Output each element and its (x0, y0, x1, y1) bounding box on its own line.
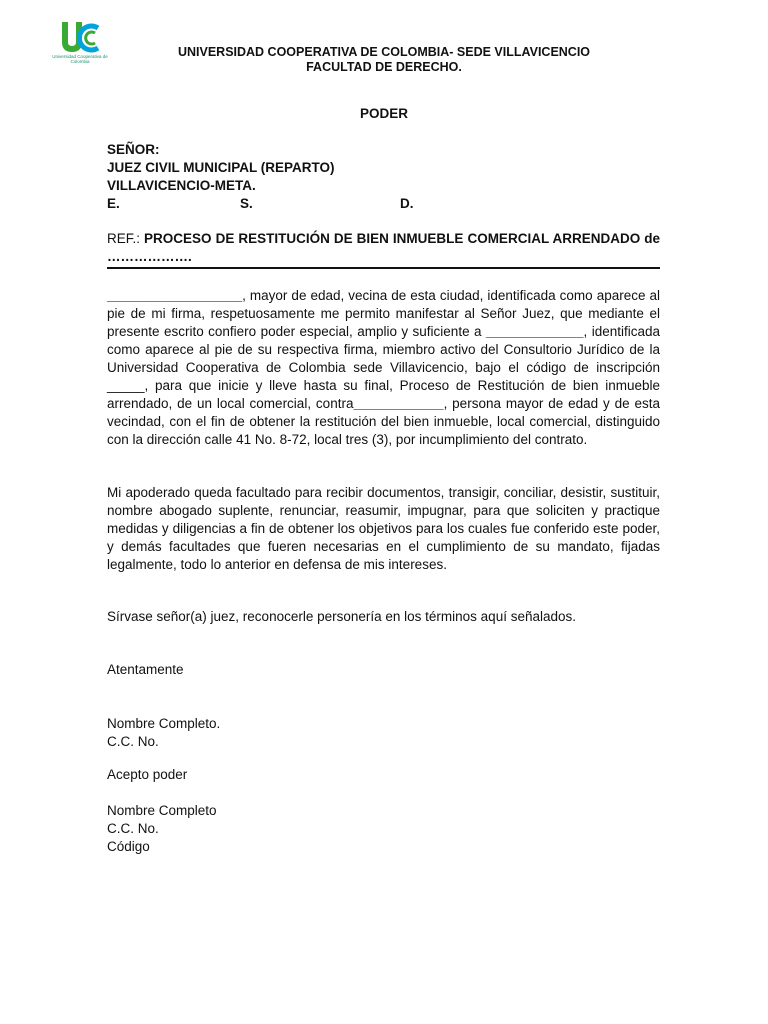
paragraph1-part3: , persona mayor de edad y de esta vecindad, con el fin de obtener la restitución del bien inmueble, local comercial, distinguido con la dirección calle 41 No. 8-72, local tres (3), por incumplimiento del contrato. (107, 396, 660, 447)
faculties-paragraph: Mi apoderado queda facultado para recibir documentos, transigir, conciliar, desistir, sustituir, nombre abogado suplente, renunciar, reasumir, impugnar, para que soliciten y practique medidas y diligencias a fin de obtener los objetivos para los cuales fue conferido este poder, y demás facultades que fueren necesarias en el cumplimiento de su mandato, fijadas legalmente, todo lo anterior en defensa de mis intereses. (107, 485, 660, 572)
addressee-judge: JUEZ CIVIL MUNICIPAL (REPARTO) (107, 160, 335, 175)
signature2-name: Nombre Completo (107, 803, 217, 818)
addressee-city: VILLAVICENCIO-META. (107, 178, 256, 193)
eds-s: S. (240, 196, 253, 211)
e-s-d-line (107, 195, 667, 213)
request-paragraph: Sírvase señor(a) juez, reconocerle personería en los términos aquí señalados. (107, 609, 576, 624)
addressee-salutation: SEÑOR: (107, 142, 160, 157)
defendant-blank: ____________ (353, 396, 444, 411)
signature2-code: Código (107, 839, 150, 854)
grantor-blank: __________________ (107, 288, 243, 303)
addressee-block (107, 141, 667, 213)
signature1-name: Nombre Completo. (107, 716, 221, 731)
reference-label: REF.: (107, 231, 141, 246)
institution-header (150, 45, 618, 75)
reference-text: PROCESO DE RESTITUCIÓN DE BIEN INMUEBLE COMERCIAL ARRENDADO de ………………. (107, 231, 660, 264)
paragraph1-part1: , mayor de edad, vecina de esta ciudad, identificada como aparece al pie de mi firma, respetuosamente me permito manifestar al Señor Juez, que mediante el presente escrito confiero poder especial, amplio y suficiente a (107, 288, 660, 339)
power-paragraph (107, 287, 660, 449)
signature1-id: C.C. No. (107, 734, 159, 749)
signature2-id: C.C. No. (107, 821, 159, 836)
attorney-blank: _____________ (485, 324, 584, 339)
institution-name: UNIVERSIDAD COOPERATIVA DE COLOMBIA- SEDE VILLAVICENCIO (177, 45, 591, 59)
reference-block (107, 230, 660, 269)
eds-d: D. (400, 196, 414, 211)
paragraph1-part2: , identificada como aparece al pie de su respectiva firma, miembro activo del Consultorio Jurídico de la Universidad Cooperativa de Colombia sede Villavicencio, bajo el código de inscripción _____, para que inicie y lleve hasta su final, Proceso de Restitución de bien inmueble arrendado, de un local comercial, contra (107, 324, 660, 411)
closing-text: Atentamente (107, 662, 184, 677)
acceptance-text: Acepto poder (107, 767, 188, 782)
eds-e: E. (107, 196, 120, 211)
document-title: PODER (359, 106, 408, 121)
logo-caption: Universidad Cooperativa de Colombia (52, 54, 108, 64)
faculty-name: FACULTAD DE DERECHO. (306, 60, 462, 74)
